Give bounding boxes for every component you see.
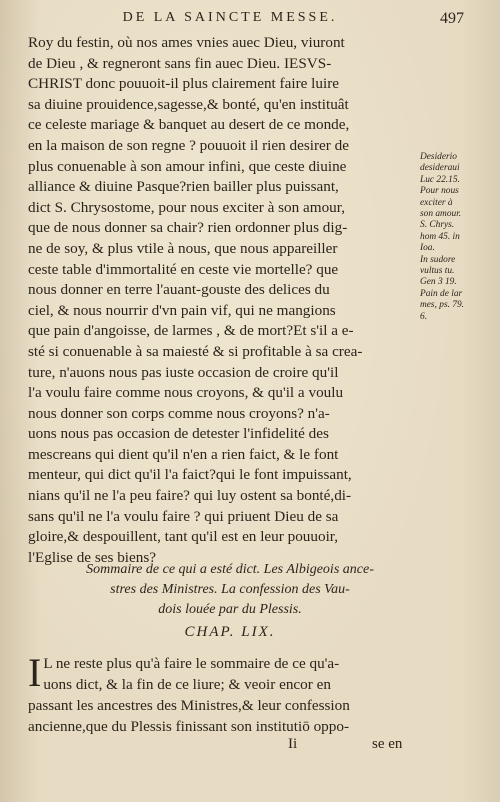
text-line: nians qu'il ne l'a peu faire? qui luy ostent sa bonté,di- xyxy=(28,487,352,505)
margin-note: vultus tu. xyxy=(420,266,455,277)
text-line: sté si conuenable à sa maiesté & si profitable à sa crea- xyxy=(28,342,363,360)
chapter-heading: CHAP. LIX. xyxy=(184,624,276,640)
text-line: menteur, qui dict qu'il l'a faict?qui le font impuissant, xyxy=(28,466,352,484)
text-line: ture, n'auons nous pas iuste occasion de croire qu'il xyxy=(28,363,339,381)
margin-note: desideraui xyxy=(420,163,460,174)
margin-note: Pour nous xyxy=(420,186,459,197)
margin-note: Ioa. xyxy=(420,243,435,254)
text-line: plus conuenable à son amour infini, que ceste diuine xyxy=(28,157,347,175)
margin-note: S. Chrys. xyxy=(420,220,455,231)
margin-note: son amour. xyxy=(420,209,462,220)
page-number: 497 xyxy=(440,10,464,27)
summary-line: dois louée par du Plessis. xyxy=(158,602,302,617)
margin-note: Luc 22.15. xyxy=(420,174,460,185)
margin-note: mes, ps. 79. xyxy=(420,300,465,311)
text-line: ne de soy, & plus vtile à nous, que nous appareiller xyxy=(28,239,338,257)
text-line: uons dict, & la fin de ce liure; & veoir encor en xyxy=(43,676,331,693)
margin-notes xyxy=(420,152,494,323)
text-line: ciel, & nous nourrir d'vn pain vif, qui ne mangions xyxy=(28,301,336,319)
signature-mark: Ii xyxy=(288,736,298,752)
margin-note: exciter à xyxy=(420,197,453,208)
text-line: nous donner son corps comme nous croyons? n'a- xyxy=(28,404,330,422)
summary-line: Sommaire de ce qui a esté dict. Les Albigeois ance- xyxy=(86,562,374,577)
text-line: nous donner en terre l'auant-gouste des delices du xyxy=(28,281,330,299)
margin-note: Gen 3 19. xyxy=(420,277,457,288)
drop-capital: I xyxy=(28,650,42,695)
text-line: passant les ancestres des Ministres,& leur confession xyxy=(28,697,350,714)
text-line: l'a voulu faire comme nous croyons, & qu'il a voulu xyxy=(28,384,344,402)
text-line: dict S. Chrysostome, pour nous exciter à son amour, xyxy=(28,198,346,216)
text-line: ancienne,que du Plessis finissant son institutiō oppo- xyxy=(28,718,350,735)
text-line: alliance & diuine Pasque?rien bailler plus puissant, xyxy=(28,178,339,196)
text-line: ceste table d'immortalité en ceste vie mortelle? que xyxy=(28,260,339,278)
summary-line: stres des Ministres. La confession des Vau- xyxy=(110,582,350,597)
text-line: gloire,& despouillent, tant qu'il est en leur pouuoir, xyxy=(28,528,339,546)
text-line: ce celeste mariage & banquet au desert de ce monde, xyxy=(28,116,350,134)
margin-note: In sudore xyxy=(420,254,456,265)
text-line: Roy du festin, où nos ames vnies auec Dieu, viuront xyxy=(28,34,345,51)
text-line: que pain d'angoisse, de larmes , & de mort?Et s'il a e- xyxy=(28,322,354,340)
text-line: l'Eglise de ses biens? xyxy=(28,548,157,566)
text-line: CHRIST donc pouuoit-il plus clairement faire luire xyxy=(28,75,339,93)
text-line: que de nous donner sa chair? rien ordonner plus dig- xyxy=(28,219,348,237)
margin-note: Desiderio xyxy=(420,152,457,162)
text-line: sa diuine prouidence,sagesse,& bonté, qu'en instituât xyxy=(28,95,349,113)
text-line: L ne reste plus qu'à faire le sommaire de ce qu'a- xyxy=(43,655,340,672)
text-line: uons nous pas occasion de detester l'infidelité des xyxy=(28,425,329,443)
main-text-block xyxy=(28,33,413,568)
catchword: se en xyxy=(372,736,403,752)
text-line: sans qu'il ne l'a voulu faire ? qui priuent Dieu de sa xyxy=(28,507,339,525)
margin-note: 6. xyxy=(420,311,428,322)
margin-note: hom 45. in xyxy=(420,231,460,242)
text-line: en la maison de son regne ? pouuoit il rien desirer de xyxy=(28,136,349,154)
chapter-summary xyxy=(40,560,420,620)
text-line: de Dieu , & regneront sans fin auec Dieu. IESVS- xyxy=(28,54,332,72)
text-line: mescreans qui dient qu'il n'en a rien faict, & le font xyxy=(28,445,339,463)
margin-note: Pain de lar xyxy=(420,288,463,299)
chapter-text-block xyxy=(28,650,413,737)
running-title: DE LA SAINCTE MESSE. xyxy=(122,10,338,25)
